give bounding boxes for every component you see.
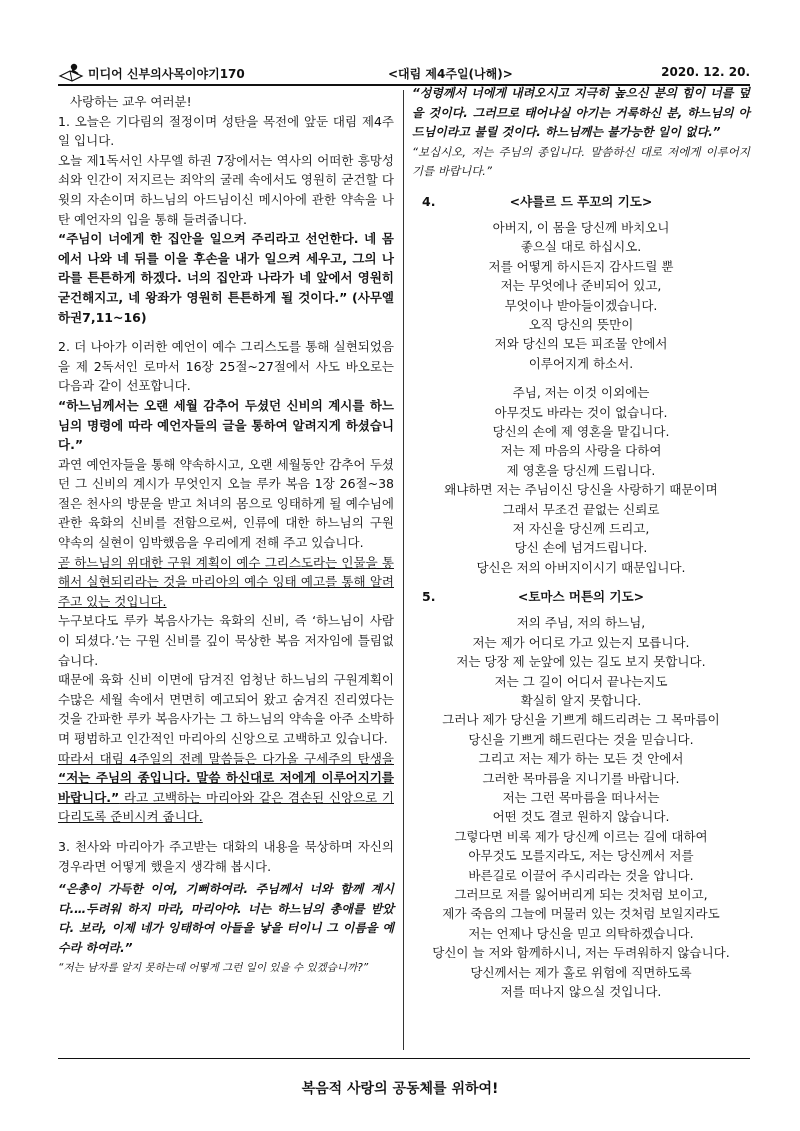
prayer-line: 그러나 제가 당신을 기쁘게 해드리려는 그 목마름이 — [442, 712, 720, 728]
prayer-line: 이루어지게 하소서. — [528, 355, 634, 371]
prayer-line: 저의 주님, 저의 하느님, — [516, 615, 646, 631]
prayer-line: 어떤 것도 결코 원하지 않습니다. — [492, 809, 670, 825]
prayer-line: 아무것도 모를지라도, 저는 당신께서 저를 — [468, 848, 694, 864]
prayer-line: 저는 무엇에나 준비되어 있고, — [500, 278, 662, 294]
prayer-line: 아무것도 바라는 것이 없습니다. — [494, 404, 668, 420]
prayer-line: 저 자신을 당신께 드리고, — [512, 521, 650, 537]
prayer-line: 당신 손에 넘겨드립니다. — [514, 540, 648, 556]
left-column — [58, 92, 394, 978]
book-logo-icon — [58, 62, 84, 85]
prayer-line: 제가 죽음의 그늘에 머물러 있는 것처럼 보일지라도 — [442, 906, 720, 922]
page-header — [58, 62, 750, 86]
column-divider — [403, 90, 404, 1050]
issue-date: 2020. 12. 20. — [661, 65, 750, 79]
prayer-line: 저는 언제나 당신을 믿고 의탁하겠습니다. — [468, 925, 694, 941]
prayer-line: 저는 제 마음의 사랑을 다하여 — [500, 443, 662, 459]
prayer-line: 당신이 늘 저와 함께하시니, 저는 두려워하지 않습니다. — [432, 945, 730, 961]
footer-motto: 복음적 사랑의 공동체를 위하여! — [301, 1081, 499, 1097]
paragraph-second-reading: 2. 더 나아가 이러한 예언이 예수 그리스도를 통해 실현되었음을 제 2독서인 로마서 16장 25절~27절에서 사도 바오로는 다음과 같이 선포합니다. — [58, 339, 394, 394]
conclusion-text-b: 라고 고백하는 마리아와 같은 겸손된 신앙으로 기다리도록 준비시켜 줍니다. — [58, 789, 394, 825]
paragraph-first-reading: 오늘 제1독서인 사무엘 하권 7장에서는 역사의 어떠한 흥망성쇠와 인간이 저지르는 죄악의 굴레 속에서도 영원히 굳건할 다윗의 자손이며 하느님의 아드님이신 메시아에 관한 약속을 나탄 예언자의 입을 통해 들려줍니다. — [58, 152, 394, 227]
paragraph-intro: 1. 오늘은 기다림의 절정이며 성탄을 목전에 앞둔 대림 제4주일 입니다. — [58, 113, 394, 149]
quote-text: “주님이 너에게 한 집안을 일으켜 주리라고 선언한다. 네 몸에서 나와 네 뒤를 이을 후손을 내가 일으켜 세우고, 그의 나라를 튼튼하게 하겠다. 너의 집안과 나라가 네 앞에서 영원히 굳건해지고, 네 왕좌가 영원히 튼튼하게 될 것이다.” — [58, 231, 394, 305]
prayer-line: 당신의 손에 제 영혼을 맡깁니다. — [492, 424, 670, 440]
prayer-line: 무엇이나 받아들이겠습니다. — [504, 297, 658, 313]
prayer-line: 바른길로 이끌어 주시리라는 것을 압니다. — [468, 867, 694, 883]
prayer-line: 왜냐하면 저는 주님이신 당신을 사랑하기 때문이며 — [444, 482, 718, 498]
dialogue-angel-continued: “성령께서 너에게 내려오시고 지극히 높으신 분의 힘이 너를 덮을 것이다. 그러므로 태어나실 아기는 거룩하신 분, 하느님의 아드님이라고 불릴 것이다. 하느님께는 불가능한 일이 없다.” — [412, 86, 750, 140]
prayer-merton — [412, 613, 750, 1001]
prayer-line: 그래서 무조건 끝없는 신뢰로 — [502, 501, 660, 517]
prayer-line: 제 영혼을 당신께 드립니다. — [506, 462, 656, 478]
prayer-line: 그리고 저는 제가 하는 모든 것 안에서 — [478, 751, 684, 767]
prayer-line: 저와 당신의 모든 피조물 안에서 — [494, 336, 668, 352]
paragraph-conclusion — [58, 749, 394, 827]
prayer-line: 좋으실 대로 하십시오. — [520, 239, 642, 255]
greeting: 사랑하는 교우 여러분! — [70, 94, 192, 109]
prayer-line: 그러므로 저를 잃어버리게 되는 것처럼 보이고, — [454, 886, 708, 902]
prayer-line: 당신께서는 제가 홀로 위험에 직면하도록 — [470, 964, 692, 980]
prayer-line: 그러한 목마름을 지니기를 바랍니다. — [482, 770, 680, 786]
paragraph-incarnation: 때문에 육화 신비 이면에 담겨진 엄청난 하느님의 구원계획이 수많은 세월 속에서 면면히 예고되어 왔고 숨겨진 진리였다는 것을 간파한 루카 복음사가는 그 하느님의 약속을 아주 소박하며 평범하고 인간적인 마리아의 신앙으로 고백하고 있습니다. — [58, 672, 394, 746]
prayer-line: 저는 제가 어디로 가고 있는지 모릅니다. — [472, 634, 690, 650]
paragraph-luke: 누구보다도 루카 복음사가는 육화의 신비, 즉 ‘하느님이 사람이 되셨다.’는 구원 신비를 깊이 묵상한 복음 저자임에 틀림없습니다. — [58, 613, 394, 668]
mary-response-quote: “저는 주님의 종입니다. 말씀 하신대로 저에게 이루어지기를 바랍니다.” — [58, 770, 394, 805]
prayer-line: 오직 당신의 뜻만이 — [528, 317, 634, 332]
section-number: 5. — [422, 589, 436, 605]
series-title: 미디어 신부의사목이야기170 — [88, 67, 245, 81]
prayer-line: 저는 그런 목마름을 떠나서는 — [502, 789, 660, 805]
scripture-quote-samuel — [58, 229, 394, 327]
scripture-quote-romans: “하느님께서는 오랜 세월 감추어 두셨던 신비의 계시를 하느님의 명령에 따라 예언자들의 글을 통하여 알려지게 하셨습니다.” — [58, 397, 394, 453]
prayer-line: 저는 그 길이 어디서 끝나는지도 — [494, 673, 668, 689]
prayer-foucauld — [412, 218, 750, 577]
conclusion-text-a: 따라서 대림 4주일의 전례 말씀들은 다가올 구세주의 탄생을 — [58, 750, 394, 766]
section-title: <샤를르 드 푸꼬의 기도> — [509, 193, 653, 209]
dialogue-mary-fiat: “보십시오, 저는 주님의 종입니다. 말씀하신 대로 저에게 이루어지기를 바랍니다.” — [412, 144, 750, 179]
paragraph-meditation: 3. 천사와 마리아가 주고받는 대화의 내용을 묵상하며 자신의 경우라면 어떻게 했을지 생각해 봅시다. — [58, 838, 394, 874]
section-5-heading — [412, 587, 750, 607]
right-column — [412, 86, 750, 1001]
prayer-line: 당신은 저의 아버지이시기 때문입니다. — [476, 559, 686, 575]
paragraph-gospel: 과연 예언자들을 통해 약속하시고, 오랜 세월동안 감추어 두셨던 그 신비의 계시가 무엇인지 오늘 루카 복음 1장 26절~38절은 천사의 방문을 받고 처녀의 몸으로 잉태하게 될 예수님에 관한 육화의 신비를 전함으로써, 인류에 대한 하느님의 구원 약속의 실현이 임박했음을 우리에게 전해 주고 있습니다. — [58, 456, 394, 551]
prayer-line: 확실히 알지 못합니다. — [520, 692, 642, 708]
dialogue-mary: “저는 남자를 알지 못하는데 어떻게 그런 일이 있을 수 있겠습니까?” — [58, 961, 369, 974]
section-4-heading — [412, 192, 750, 212]
prayer-line: 저를 어떻게 하시든지 감사드릴 뿐 — [488, 258, 674, 274]
section-title: <토마스 머튼의 기도> — [517, 589, 645, 605]
dialogue-angel: “은총이 가득한 이여, 기뻐하여라. 주님께서 너와 함께 계시다.…두려워 하지 마라, 마리아야. 너는 하느님의 총애를 받았다. 보라, 이제 네가 잉태하여 아들을 낳을 터이니 그 이름을 예수라 하여라.” — [58, 882, 394, 955]
paragraph-highlight: 곧 하느님의 위대한 구원 계획이 예수 그리스도라는 인물을 통해서 실현되리라는 것을 마리아의 예수 잉태 예고를 통해 알려주고 있는 것입니다. — [58, 554, 394, 609]
prayer-line: 그렇다면 비록 제가 당신께 이르는 길에 대하여 — [454, 828, 708, 844]
liturgical-day: <대림 제4주일(나해)> — [388, 67, 513, 81]
quote-reference: (사무엘하권7,11~16) — [58, 289, 394, 325]
section-number: 4. — [422, 193, 436, 209]
prayer-line: 저는 당장 제 눈앞에 있는 길도 보지 못합니다. — [456, 654, 706, 670]
footer-rule — [58, 1058, 750, 1059]
prayer-line: 저를 떠나지 않으실 것입니다. — [500, 984, 662, 999]
prayer-line: 아버지, 이 몸을 당신께 바치오니 — [492, 219, 670, 235]
prayer-line: 당신을 기쁘게 해드린다는 것을 믿습니다. — [468, 731, 694, 747]
prayer-line: 주님, 저는 이것 이외에는 — [512, 385, 650, 401]
